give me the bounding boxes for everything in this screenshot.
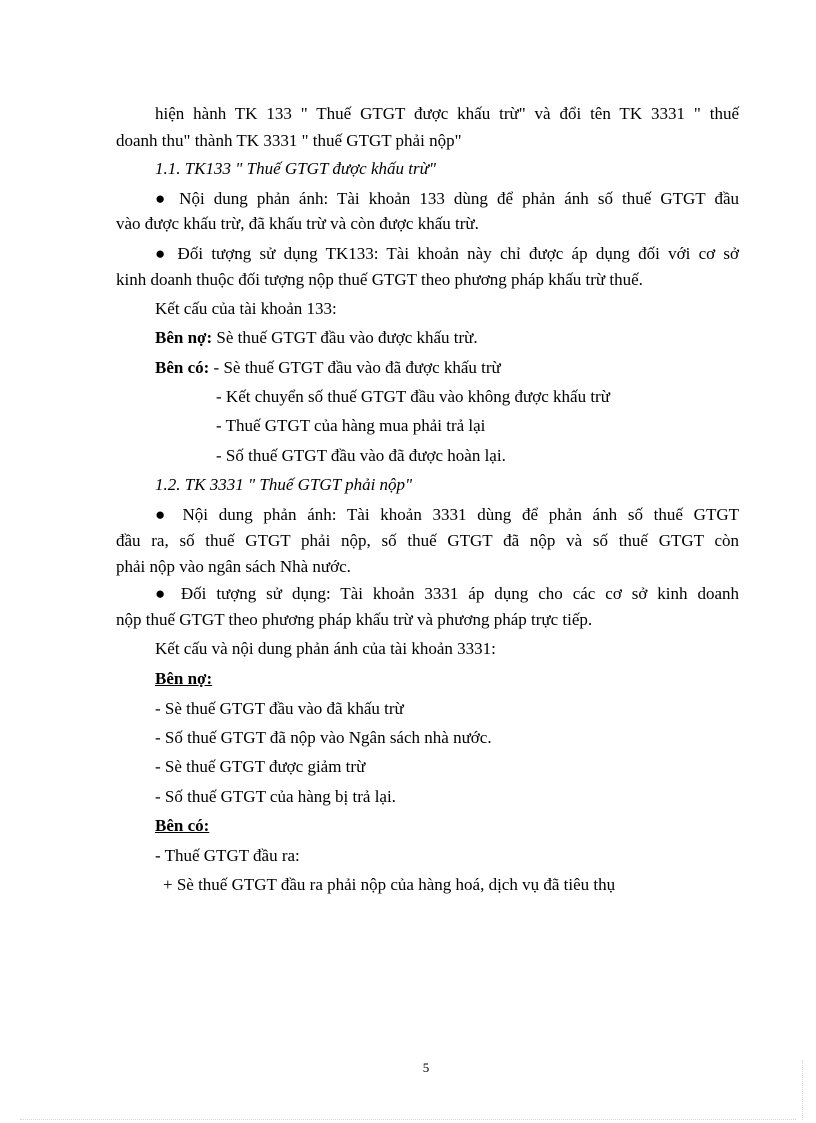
object-1-line-1: ● Đối tượng sử dụng TK133: Tài khoản này chỉ được áp dụng đối với cơ sở: [155, 244, 739, 263]
content-2-line-3: phải nộp vào ngân sách Nhà nước.: [116, 557, 351, 576]
structure-1: Kết cấu của tài khoản 133:: [155, 299, 337, 318]
credit-1-item-4: - Số thuế GTGT đầu vào đã được hoàn lại.: [216, 446, 506, 465]
credit-2-label: Bên có:: [155, 816, 210, 835]
page-number: 5: [422, 1060, 430, 1075]
credit-1-item-1: - Sè thuế GTGT đầu vào đã được khấu trừ: [209, 358, 501, 377]
credit-1-item-3: - Thuế GTGT của hàng mua phải trả lại: [216, 416, 486, 435]
debit-2-item-1: - Sè thuế GTGT đầu vào đã khấu trừ: [155, 699, 404, 718]
debit-2-item-2: - Số thuế GTGT đã nộp vào Ngân sách nhà nước.: [155, 728, 492, 747]
content-1-line-2: vào được khấu trừ, đã khấu trừ và còn được khấu trừ.: [116, 214, 479, 233]
credit-2-item-1: - Thuế GTGT đầu ra:: [155, 846, 300, 865]
object-2-line-2: nộp thuế GTGT theo phương pháp khấu trừ và phương pháp trực tiếp.: [116, 610, 593, 629]
debit-1-text: Sè thuế GTGT đầu vào được khấu trừ.: [212, 328, 478, 347]
intro-line-2: doanh thu" thành TK 3331 " thuế GTGT phải nộp": [116, 131, 462, 150]
content-1-line-1: ● Nội dung phản ánh: Tài khoản 133 dùng để phản ánh số thuế GTGT đầu: [155, 189, 739, 208]
section-heading-1-1: 1.1. TK133 " Thuế GTGT được khấu trừ": [155, 159, 437, 178]
credit-2-sub-1: + Sè thuế GTGT đầu ra phải nộp của hàng hoá, dịch vụ đã tiêu thụ: [163, 875, 616, 894]
content-2-line-2: đầu ra, số thuế GTGT phải nộp, số thuế GTGT đã nộp và số thuế GTGT còn: [116, 531, 739, 550]
page-bottom-border: [20, 1119, 796, 1120]
structure-2: Kết cấu và nội dung phản ánh của tài khoản 3331:: [155, 639, 496, 658]
page-right-border: [802, 1060, 803, 1120]
debit-2-item-4: - Số thuế GTGT của hàng bị trả lại.: [155, 787, 396, 806]
debit-1-line: [155, 328, 478, 348]
debit-1-label: Bên nợ:: [155, 328, 213, 347]
object-1-line-2: kinh doanh thuộc đối tượng nộp thuế GTGT theo phương pháp khấu trừ thuế.: [116, 270, 643, 289]
intro-line-1: hiện hành TK 133 " Thuế GTGT được khấu trừ" và đổi tên TK 3331 " thuế: [155, 104, 739, 123]
object-2-line-1: ● Đối tượng sử dụng: Tài khoản 3331 áp dụng cho các cơ sở kinh doanh: [155, 584, 739, 603]
credit-1-label: Bên có:: [155, 358, 210, 377]
credit-1-item-2: - Kết chuyển số thuế GTGT đầu vào không được khấu trừ: [216, 387, 610, 406]
credit-1-line: [155, 358, 501, 378]
debit-2-label: Bên nợ:: [155, 669, 213, 688]
section-heading-1-2: 1.2. TK 3331 " Thuế GTGT phải nộp": [155, 475, 413, 494]
debit-2-item-3: - Sè thuế GTGT được giảm trừ: [155, 757, 366, 776]
content-2-line-1: ● Nội dung phản ánh: Tài khoản 3331 dùng để phản ánh số thuế GTGT: [155, 505, 739, 524]
